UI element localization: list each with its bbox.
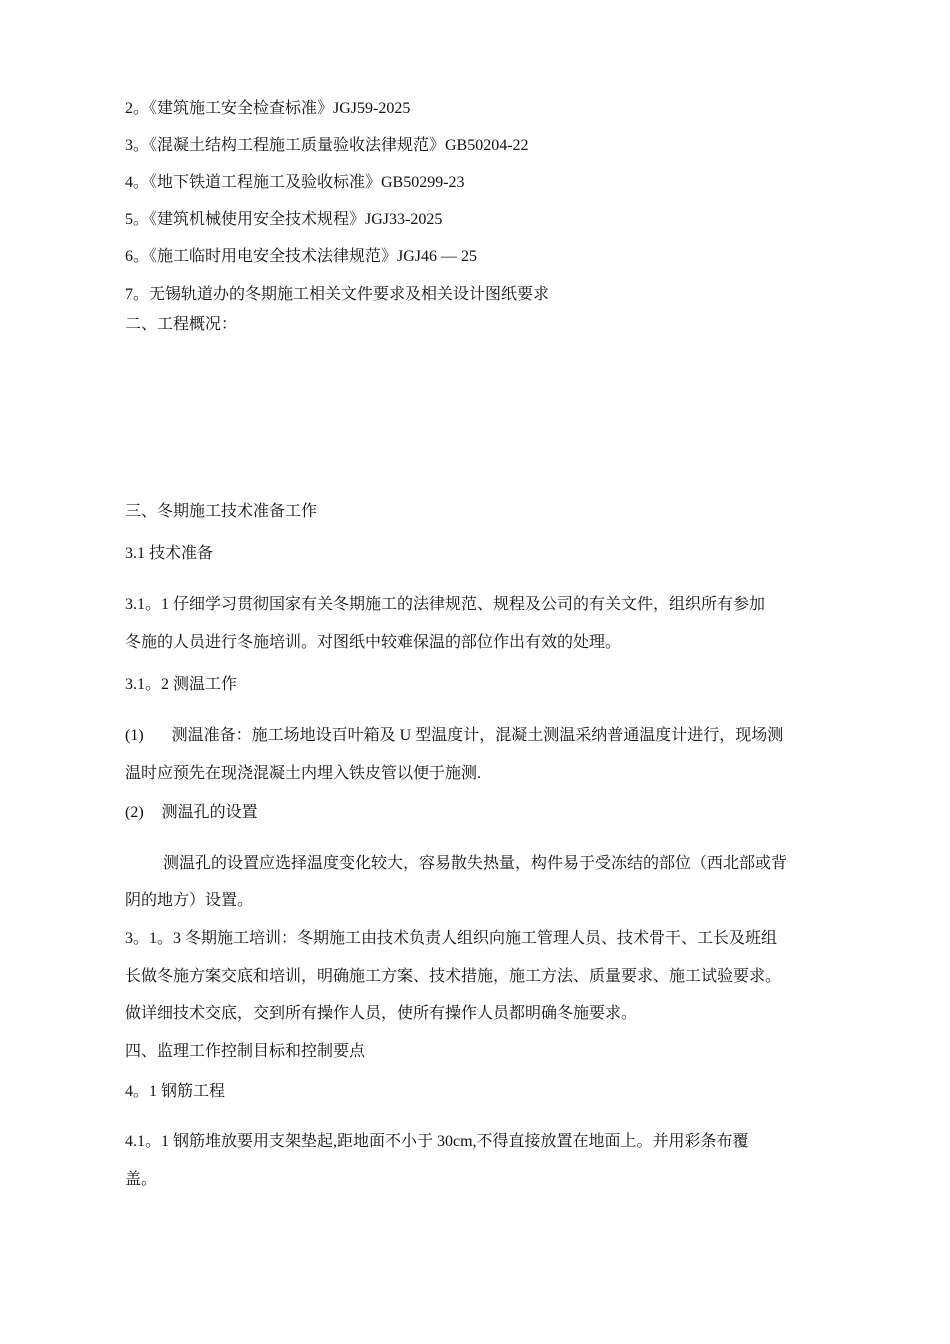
reference-item-5: 5。《建筑机械使用安全技术规程》JGJ33-2025 — [125, 211, 443, 228]
section-3-heading: 三、冬期施工技术准备工作 — [125, 503, 318, 520]
paragraph-3-1-3-line-2: 长做冬施方案交底和培训，明确施工方案、技术措施，施工方法、质量要求、施工试验要求。 — [125, 968, 782, 985]
reference-item-4: 4。《地下铁道工程施工及验收标准》GB50299-23 — [125, 174, 465, 191]
item-2-line — [125, 802, 258, 824]
paragraph-3-1-3-line-3: 做详细技术交底，交到所有操作人员，使所有操作人员都明确冬施要求。 — [125, 1005, 638, 1022]
item-2-text: 测温孔的设置 — [161, 804, 258, 821]
paragraph-4-1-1-line-1: 4.1。1 钢筋堆放要用支架垫起,距地面不小于 30cm,不得直接放置在地面上。并用彩条布覆 — [125, 1133, 749, 1150]
paragraph-holes-line-2: 阴的地方）设置。 — [125, 892, 254, 909]
reference-item-2: 2。《建筑施工安全检查标准》JGJ59-2025 — [125, 100, 411, 117]
item-1-line-2: 温时应预先在现浇混凝土内埋入铁皮管以便于施测. — [125, 765, 482, 782]
paragraph-3-1-3-line-1: 3。1。3 冬期施工培训：冬期施工由技术负责人组织向施工管理人员、技术骨干、工长及班组 — [125, 930, 778, 947]
paragraph-3-1-1-line-1: 3.1。1 仔细学习贯彻国家有关冬期施工的法律规范、规程及公司的有关文件，组织所有参加 — [125, 596, 766, 613]
reference-item-7: 7。无锡轨道办的冬期施工相关文件要求及相关设计图纸要求 — [125, 286, 550, 303]
reference-item-6: 6。《施工临时用电安全技术法律规范》JGJ46 — 25 — [125, 248, 478, 265]
section-4-1-heading: 4。1 钢筋工程 — [125, 1083, 226, 1100]
section-4-heading: 四、监理工作控制目标和控制要点 — [125, 1043, 366, 1060]
paragraph-4-1-1-line-2: 盖。 — [125, 1171, 158, 1188]
section-2-heading: 二、工程概况： — [125, 316, 238, 333]
item-1-line-1 — [125, 725, 783, 747]
paragraph-3-1-1-line-2: 冬施的人员进行冬施培训。对图纸中较难保温的部位作出有效的处理。 — [125, 634, 622, 651]
paragraph-holes-line-1: 测温孔的设置应选择温度变化较大，容易散失热量，构件易于受冻结的部位（西北部或背 — [163, 855, 788, 872]
section-3-1-heading: 3.1 技术准备 — [125, 545, 214, 562]
item-1-number: (1) — [125, 727, 144, 744]
reference-item-3: 3。《混凝土结构工程施工质量验收法律规范》GB50204-22 — [125, 137, 529, 154]
item-1-text: 测温准备：施工场地设百叶箱及 U 型温度计，混凝土测温采纳普通温度计进行，现场测 — [171, 727, 784, 744]
item-2-number: (2) — [125, 804, 144, 821]
section-3-1-2-heading: 3.1。2 测温工作 — [125, 676, 238, 693]
